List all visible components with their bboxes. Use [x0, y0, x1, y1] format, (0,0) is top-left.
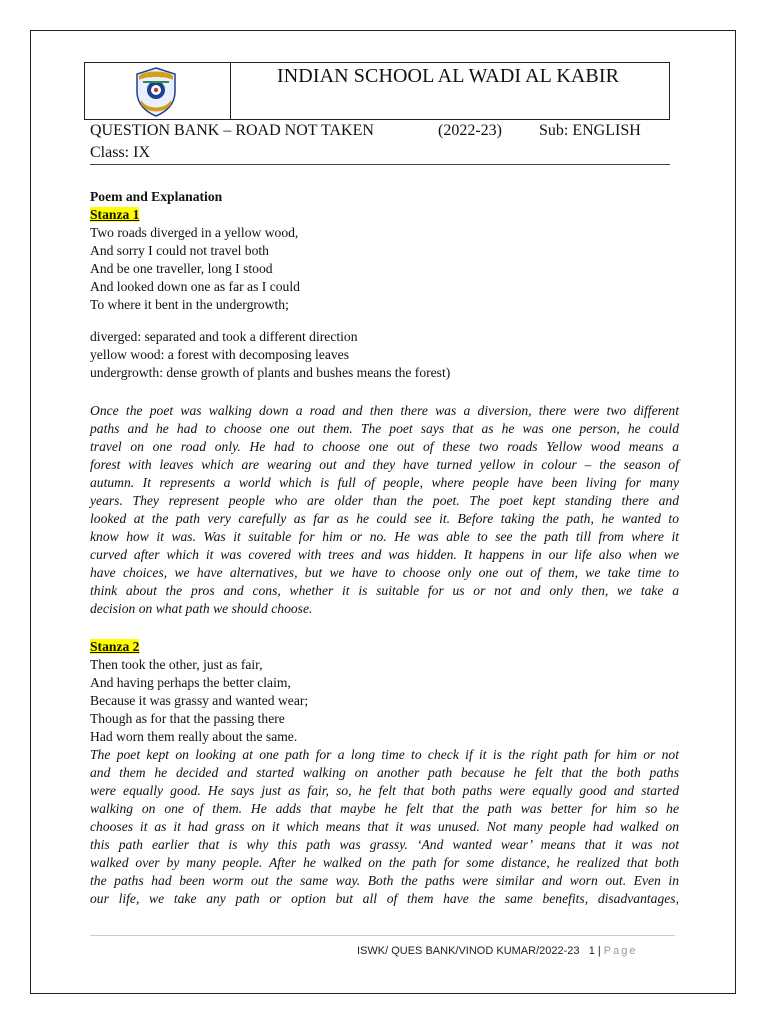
poem-line: Because it was grassy and wanted wear;: [90, 693, 309, 708]
poem-line: And be one traveller, long I stood: [90, 261, 273, 276]
poem-line: Then took the other, just as fair,: [90, 657, 263, 672]
explanation-line: forest with leaves which are wearing out and they have turned yellow in colour – the season of: [90, 457, 679, 472]
class-label: Class: IX: [90, 144, 150, 161]
explanation-line: looked at the path very carefully as far as he could see it. Before taking the path, he wanted to: [90, 511, 679, 526]
stanza-1-glossary: [90, 328, 679, 382]
explanation-line: our life, we take any path or option but all of them have the same benefits, disadvantages,: [90, 891, 679, 906]
document-body: [90, 188, 679, 908]
footer-rule: [90, 935, 675, 936]
footer-separator: |: [597, 945, 601, 957]
stanza-2-label: Stanza 2: [90, 639, 140, 654]
page-word: Page: [603, 945, 638, 957]
explanation-line: this path earlier that is why this path was grassy. ‘And wanted wear’ means that it was not: [90, 837, 679, 852]
page-footer: [357, 945, 638, 957]
explanation-line: curved after which it was covered with trees and was hidden. It happens in our life also when we: [90, 547, 679, 562]
logo-cell: [85, 63, 231, 119]
poem-line: And having perhaps the better claim,: [90, 675, 291, 690]
stanza-1-explanation: [90, 402, 679, 618]
section-title: Poem and Explanation: [90, 189, 223, 204]
glossary-item: yellow wood: a forest with decomposing leaves: [90, 347, 349, 362]
question-bank-title: QUESTION BANK – ROAD NOT TAKEN: [90, 122, 374, 139]
explanation-line: autumn. It represents a world which is full of people, where people have been living for many: [90, 475, 679, 490]
explanation-line: were equally good. He says just as fair, so, he felt that both paths were equally good and started: [90, 783, 679, 798]
header-table: [84, 62, 670, 120]
explanation-line: have choices, we have alternatives, but we have to choose only one out of them, we take time to: [90, 565, 679, 580]
explanation-line: years. They represent people who are older than the poet. The poet kept standing there and: [90, 493, 679, 508]
explanation-line: the paths had been worm out the same way. Both the paths were similar and worn out. Even in: [90, 873, 679, 888]
school-name: INDIAN SCHOOL AL WADI AL KABIR: [277, 65, 620, 87]
explanation-line: know how it was. Was it suitable for him or no. He was able to see the path till from where it: [90, 529, 679, 544]
school-logo-icon: [133, 66, 179, 118]
poem-line: To where it bent in the undergrowth;: [90, 297, 289, 312]
glossary-item: undergrowth: dense growth of plants and bushes means the forest): [90, 365, 451, 380]
explanation-line: think about the pros and cons, whether it is suitable for us or not and only then, we take a: [90, 583, 679, 598]
explanation-line: The poet kept on looking at one path for a long time to check if it is the right path for him or not: [90, 747, 679, 762]
explanation-line: paths and he had to choose one out them. The poet says that as he was one person, he could: [90, 421, 679, 436]
poem-line: Had worn them really about the same.: [90, 729, 298, 744]
explanation-line: walking on one of them. He adds that maybe he felt that the path was better for him so he: [90, 801, 679, 816]
explanation-line: walked over by many people. After he walked on the path for some distance, he realized that both: [90, 855, 679, 870]
footer-text: ISWK/ QUES BANK/VINOD KUMAR/2022-23: [357, 945, 580, 957]
stanza-1-label: Stanza 1: [90, 207, 140, 222]
poem-line: Two roads diverged in a yellow wood,: [90, 225, 299, 240]
stanza-2-explanation: [90, 746, 679, 908]
glossary-item: diverged: separated and took a different direction: [90, 329, 358, 344]
explanation-line: decision on what path we should choose.: [90, 601, 313, 616]
explanation-line: and them he decided and started walking on another path because he felt that the both paths: [90, 765, 679, 780]
academic-year: (2022-23): [438, 122, 502, 139]
poem-line: Though as for that the passing there: [90, 711, 285, 726]
poem-line: And looked down one as far as I could: [90, 279, 300, 294]
explanation-line: Once the poet was walking down a road and then there was a diversion, there were two different: [90, 403, 679, 418]
explanation-line: travel on one road only. He had to choose one out of these two roads Yellow wood means a: [90, 439, 679, 454]
explanation-line: chooses it as it had grass on it which means that it was unused. Not many people had walked on: [90, 819, 679, 834]
poem-line: And sorry I could not travel both: [90, 243, 269, 258]
school-name-cell: [231, 63, 669, 119]
stanza-1-poem: [90, 224, 679, 314]
subject: Sub: ENGLISH: [539, 122, 641, 139]
stanza-2-poem: [90, 656, 679, 746]
page-number: 1: [588, 945, 595, 957]
header-rule: [90, 164, 670, 165]
